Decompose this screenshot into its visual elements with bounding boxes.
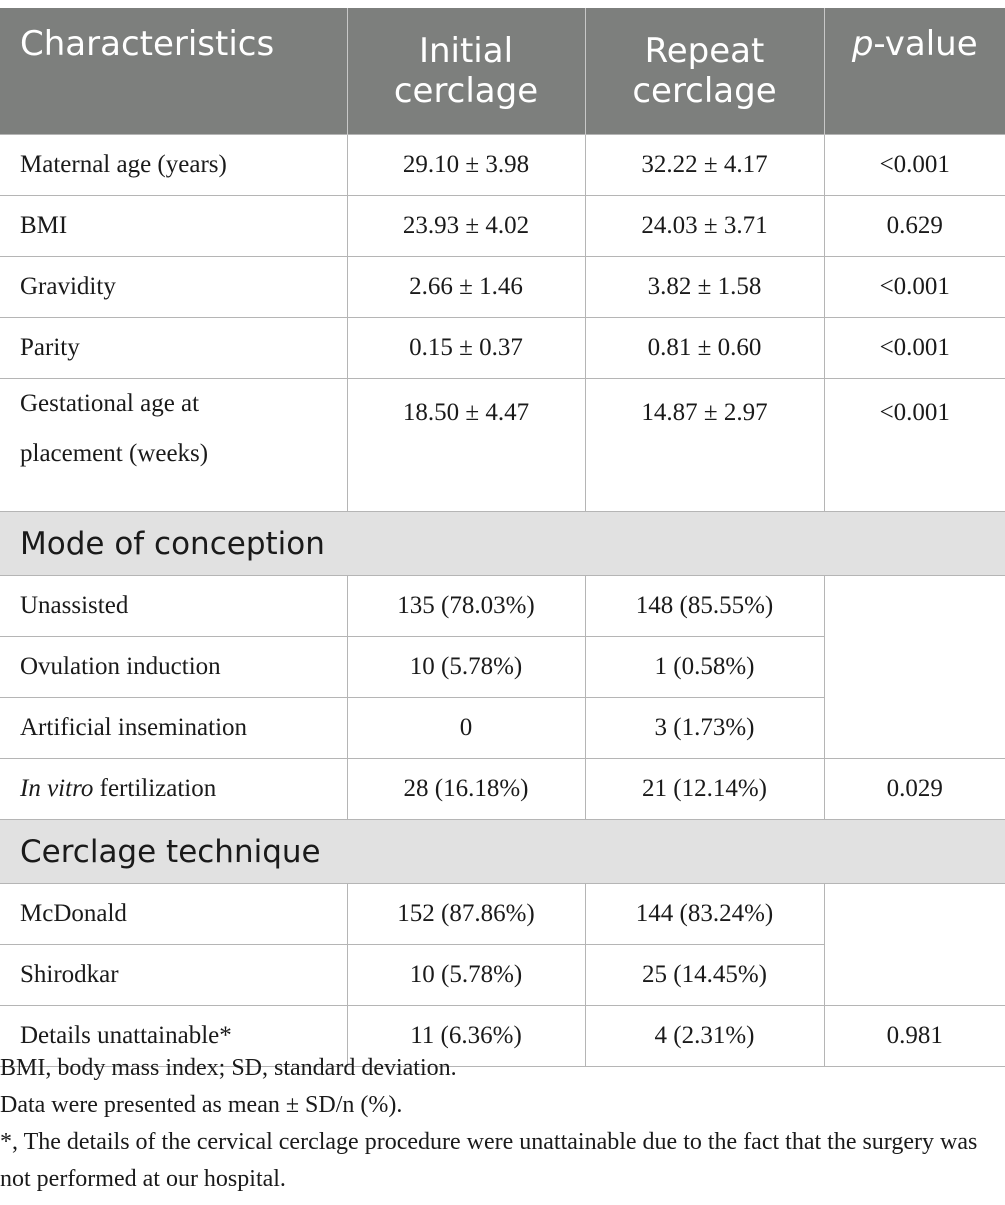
row-label: Parity (0, 318, 347, 379)
initial-value: 18.50 ± 4.47 (347, 379, 585, 512)
header-p-italic: p (851, 24, 874, 64)
table-row (0, 135, 1005, 196)
p-value-empty (824, 884, 1005, 1006)
row-label-rest: fertilization (93, 775, 217, 802)
header-initial-line1: Initial (418, 31, 514, 71)
repeat-value: 14.87 ± 2.97 (585, 379, 824, 512)
asterisk-footnote: *, The details of the cervical cerclage procedure were unattainable due to the fact that the surgery was not performed at our hospital. (0, 1129, 978, 1192)
row-label: Unassisted (0, 576, 347, 637)
table-row (0, 884, 1005, 945)
header-characteristics: Characteristics (0, 8, 347, 135)
repeat-value: 3 (1.73%) (585, 698, 824, 759)
row-label (0, 759, 347, 820)
row-label: Artificial insemination (0, 698, 347, 759)
row-label-line2: placement (weeks) (20, 440, 209, 467)
initial-value: 0.15 ± 0.37 (347, 318, 585, 379)
initial-value: 29.10 ± 3.98 (347, 135, 585, 196)
repeat-value: 32.22 ± 4.17 (585, 135, 824, 196)
row-label: Gravidity (0, 257, 347, 318)
row-label-line1: Gestational age at (20, 390, 200, 417)
header-initial-cerclage (347, 8, 585, 135)
header-repeat-cerclage (585, 8, 824, 135)
header-repeat-line1: Repeat (644, 31, 765, 71)
section-row-cerclage-technique (0, 820, 1005, 884)
repeat-value: 148 (85.55%) (585, 576, 824, 637)
initial-value: 0 (347, 698, 585, 759)
header-row (0, 8, 1005, 135)
table-row (0, 257, 1005, 318)
p-value-empty (824, 576, 1005, 759)
table-row (0, 576, 1005, 637)
table-row (0, 759, 1005, 820)
characteristics-table (0, 8, 1005, 1067)
header-initial-line2: cerclage (393, 71, 539, 111)
repeat-value: 0.81 ± 0.60 (585, 318, 824, 379)
initial-value: 2.66 ± 1.46 (347, 257, 585, 318)
abbreviations-note: BMI, body mass index; SD, standard deviation. (0, 1055, 457, 1081)
initial-value: 10 (5.78%) (347, 945, 585, 1006)
row-label: BMI (0, 196, 347, 257)
initial-value: 135 (78.03%) (347, 576, 585, 637)
repeat-value: 4 (2.31%) (585, 1006, 824, 1067)
data-format-note: Data were presented as mean ± SD/n (%). (0, 1092, 403, 1118)
repeat-value: 24.03 ± 3.71 (585, 196, 824, 257)
row-label: McDonald (0, 884, 347, 945)
initial-value: 11 (6.36%) (347, 1006, 585, 1067)
p-value: <0.001 (824, 318, 1005, 379)
row-label: Maternal age (years) (0, 135, 347, 196)
row-label-italic: In vitro (20, 775, 94, 802)
row-label: Shirodkar (0, 945, 347, 1006)
repeat-value: 21 (12.14%) (585, 759, 824, 820)
table-row (0, 318, 1005, 379)
p-value: 0.629 (824, 196, 1005, 257)
repeat-value: 25 (14.45%) (585, 945, 824, 1006)
row-label: Ovulation induction (0, 637, 347, 698)
repeat-value: 3.82 ± 1.58 (585, 257, 824, 318)
initial-value: 10 (5.78%) (347, 637, 585, 698)
section-row-mode-of-conception (0, 512, 1005, 576)
p-value: <0.001 (824, 257, 1005, 318)
header-repeat-line2: cerclage (632, 71, 777, 111)
row-label (0, 379, 347, 512)
p-value: <0.001 (824, 135, 1005, 196)
section-title: Cerclage technique (0, 820, 1005, 884)
p-value: 0.981 (824, 1006, 1005, 1067)
repeat-value: 1 (0.58%) (585, 637, 824, 698)
repeat-value: 144 (83.24%) (585, 884, 824, 945)
table-footnotes (0, 1050, 990, 1198)
initial-value: 152 (87.86%) (347, 884, 585, 945)
section-title: Mode of conception (0, 512, 1005, 576)
row-label: Details unattainable* (0, 1006, 347, 1067)
initial-value: 28 (16.18%) (347, 759, 585, 820)
p-value: <0.001 (824, 379, 1005, 512)
header-p-rest: -value (873, 24, 978, 64)
table-row (0, 196, 1005, 257)
initial-value: 23.93 ± 4.02 (347, 196, 585, 257)
p-value: 0.029 (824, 759, 1005, 820)
header-p-value (824, 8, 1005, 135)
table-row (0, 379, 1005, 512)
